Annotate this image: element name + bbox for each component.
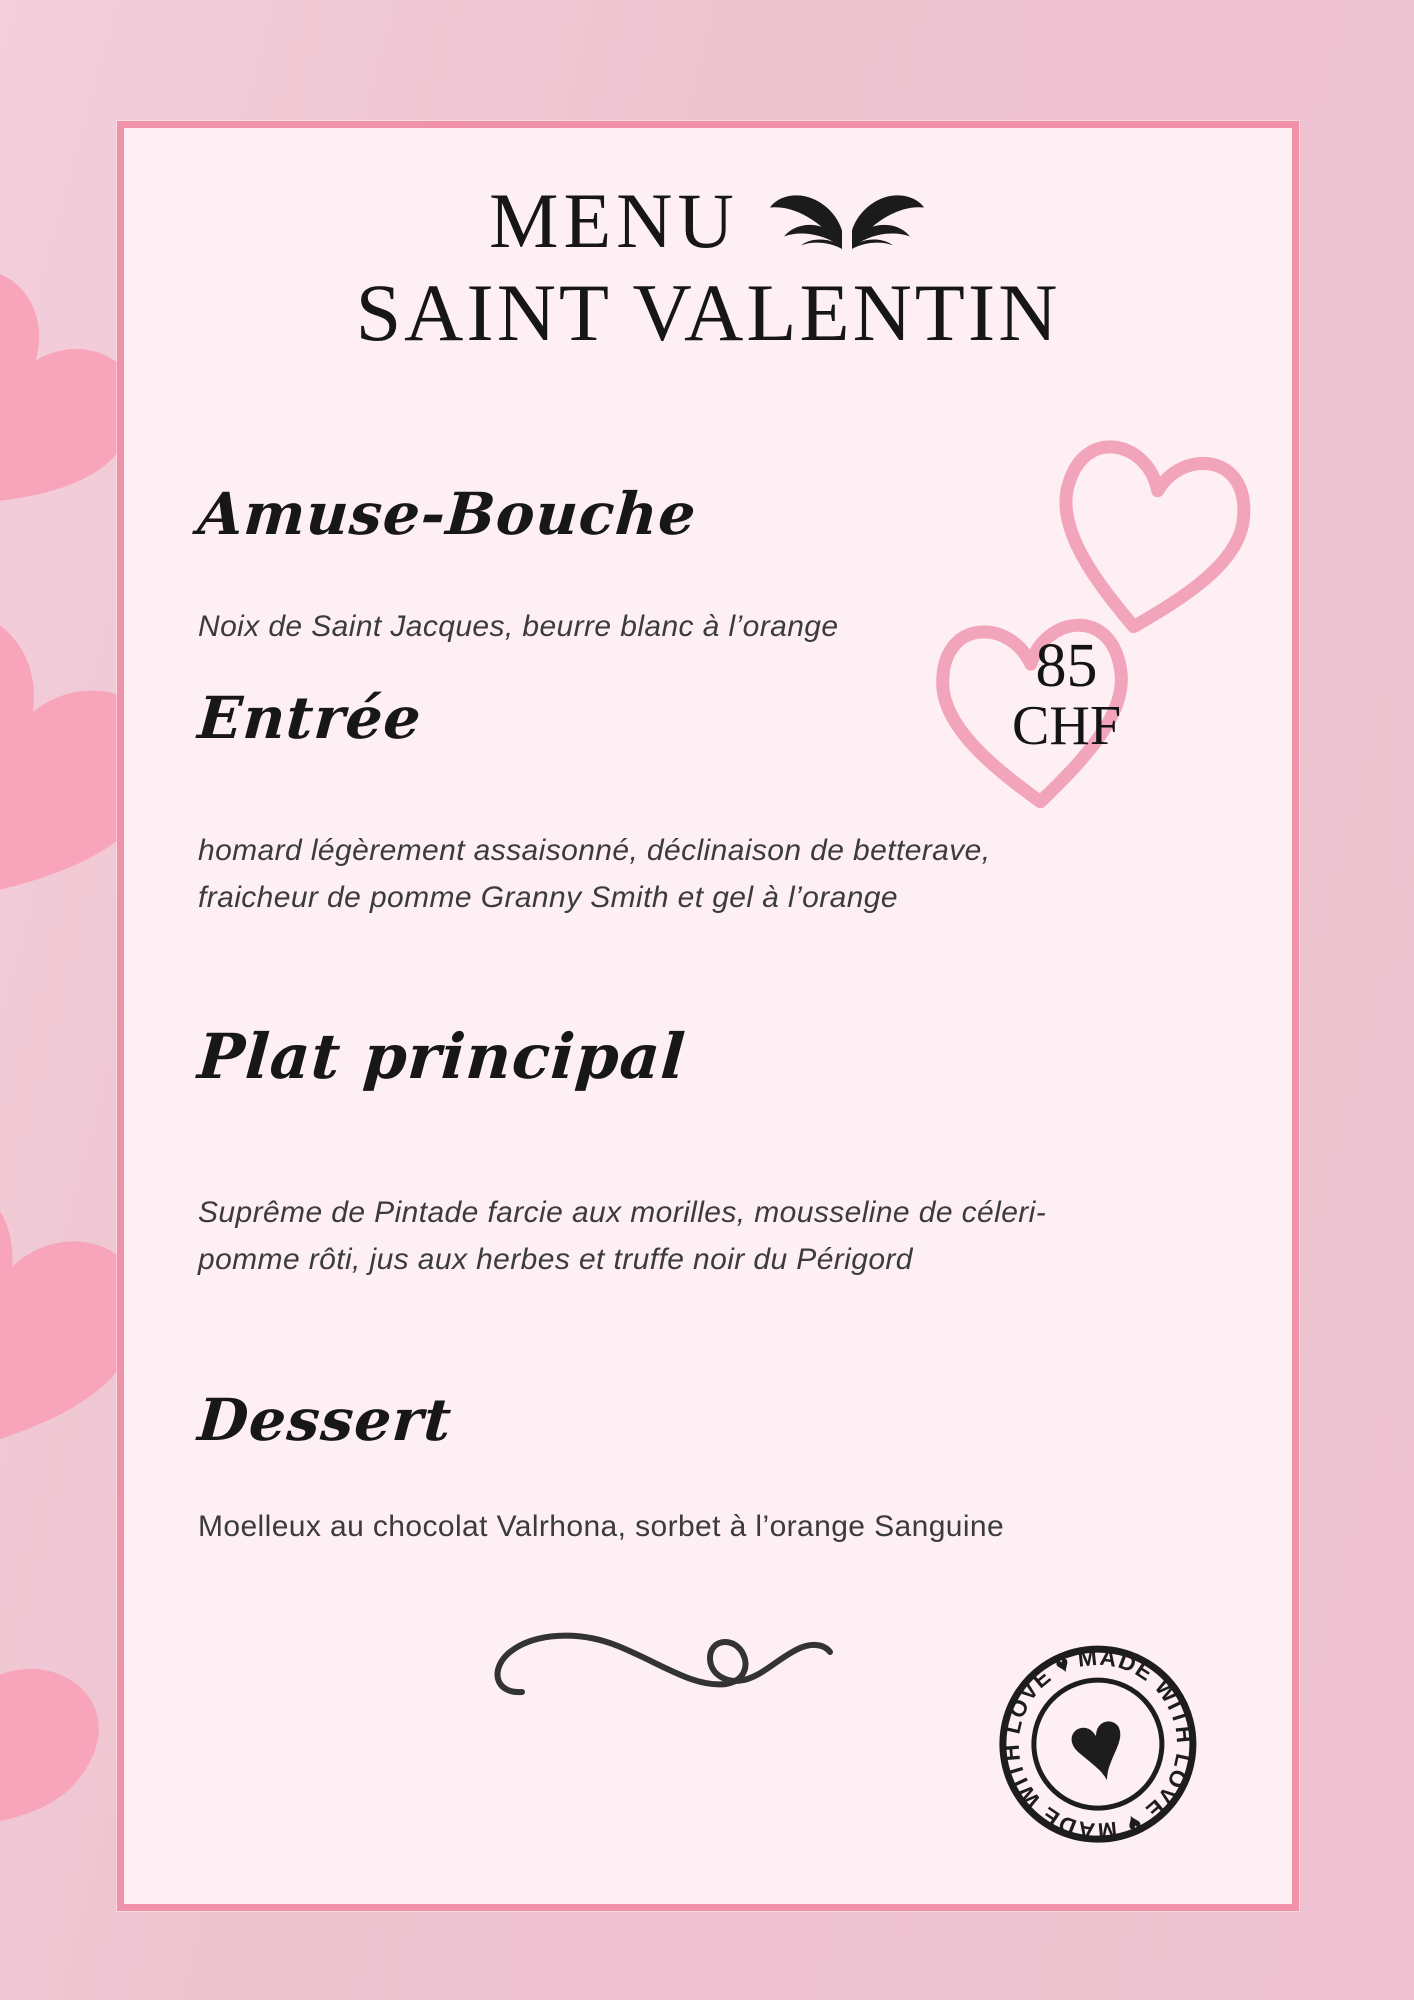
price-currency: CHF [1012, 695, 1121, 757]
price-amount: 85 [1035, 632, 1098, 700]
made-with-love-stamp [974, 1620, 1223, 1869]
swirl-heart-divider-icon [482, 1596, 837, 1711]
section-description-amuse-bouche: Noix de Saint Jacques, beurre blanc à l’orange [198, 610, 839, 643]
section-heading-amuse-bouche: Amuse-Bouche [195, 480, 699, 548]
section-heading-entree: Entrée [195, 684, 424, 752]
menu-title: MENU [489, 177, 739, 264]
section-description-dessert: Moelleux au chocolat Valrhona, sorbet à l’orange Sanguine [198, 1510, 1005, 1543]
section-description-plat-principal: Suprême de Pintade farcie aux morilles, mousseline de céleri- pomme rôti, jus aux herbes et truffe noir du Périgord [198, 1196, 1047, 1276]
price [974, 632, 1159, 757]
menu-subtitle: SAINT VALENTIN [355, 266, 1061, 358]
stamp-heart-icon: ♥ [1056, 1684, 1141, 1808]
title-block [124, 177, 1292, 358]
section-heading-plat-principal: Plat principal [195, 1020, 689, 1093]
stamp-ring-text: MADE WITH LOVE ♥ MADE WITH LOVE ♥ [997, 1643, 1199, 1845]
menu-card [117, 121, 1299, 1911]
section-heading-dessert: Dessert [195, 1386, 455, 1454]
angel-wings-icon [767, 189, 927, 257]
section-description-entree: homard légèrement assaisonné, déclinaison de betterave, fraicheur de pomme Granny Smith et gel à l’orange [198, 834, 991, 914]
